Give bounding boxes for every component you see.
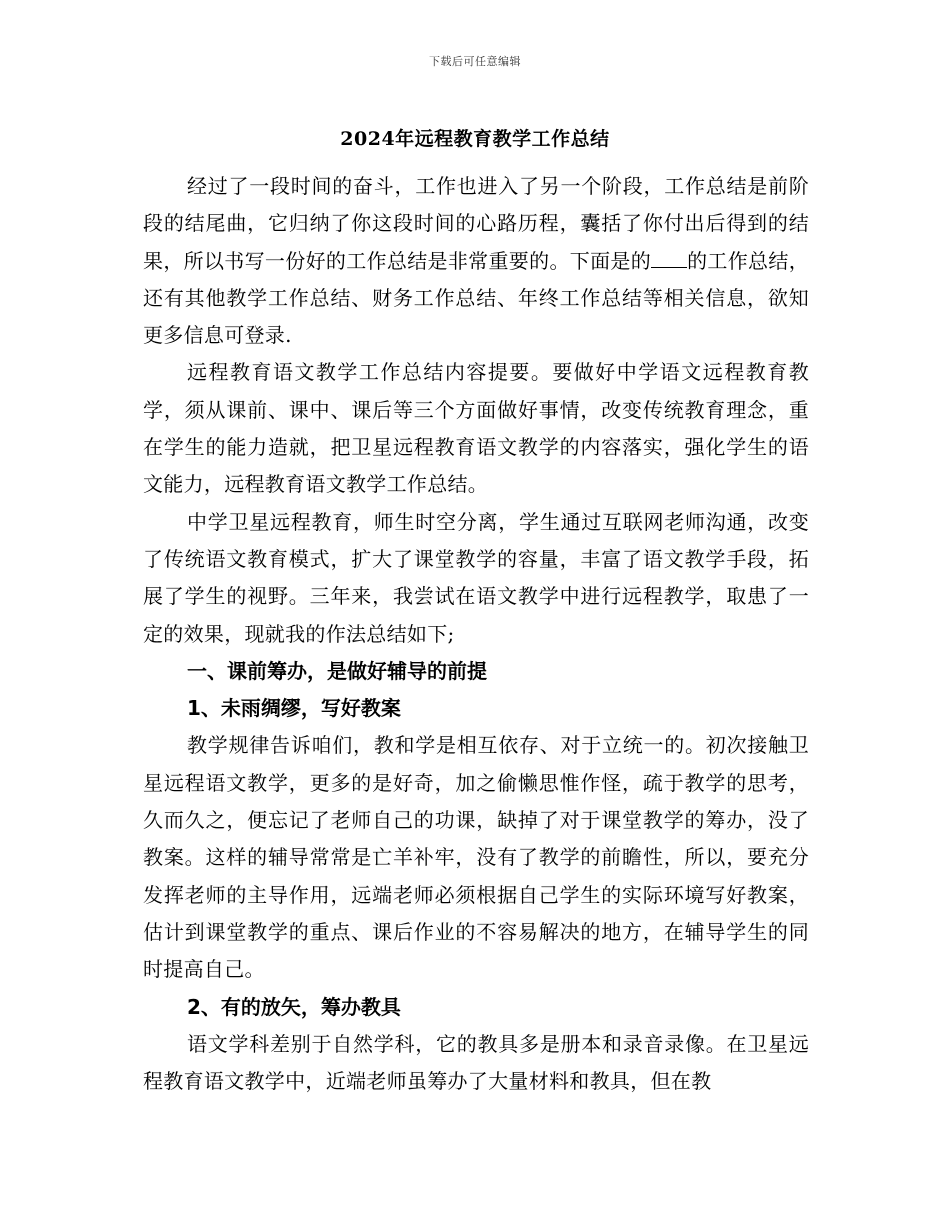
subheading-1: 1、未雨绸缪，写好教案 — [187, 696, 401, 721]
paragraph-3: 中学卫星远程教育，师生时空分离，学生通过互联网老师沟通，改变了传统语文教育模式，扩大了课堂教学的容量，丰富了语文教学手段，拓展了学生的视野。三年来，我尝试在语文教学中进行远程教学，取患了一定的效果，现就我的作法总结如下; — [143, 509, 809, 646]
document-title: 2024年远程教育教学工作总结 — [340, 128, 610, 150]
paragraph-2: 远程教育语文教学工作总结内容提要。要做好中学语文远程教育教学，须从课前、课中、课后等三个方面做好事情，改变传统教育理念，重在学生的能力造就，把卫星远程教育语文教学的内容落实，强化学生的语文能力，远程教育语文教学工作总结。 — [143, 360, 809, 497]
fill-in-blank — [651, 249, 687, 268]
page-header-note: 下载后可任意编辑 — [429, 55, 521, 68]
paragraph-5: 语文学科差别于自然学科，它的教具多是册本和录音录像。在卫星远程教育语文教学中，近端老师虽筹办了大量材料和教具，但在教 — [143, 1031, 809, 1094]
subheading-2: 2、有的放矢，筹办教具 — [187, 994, 401, 1019]
intro-text-part1: 经过了一段时间的奋斗，工作也进入了另一个阶段，工作总结是前阶段的结尾曲，它归纳了你这段时间的心路历程，囊括了你付出后得到的结果，所以书写一份好的工作总结是非常重要的。下面是的 — [143, 174, 809, 273]
section-heading-1: 一、课前筹办，是做好辅导的前提 — [187, 658, 487, 683]
intro-text-part2: 的工作总结，还有其他教学工作总结、财务工作总结、年终工作总结等相关信息，欲知更多信息可登录. — [143, 248, 809, 348]
intro-paragraph — [143, 168, 809, 354]
paragraph-4: 教学规律告诉咱们，教和学是相互依存、对于立统一的。初次接触卫星远程语文教学，更多的是好奇，加之偷懒思惟作怪，疏于教学的思考，久而久之，便忘记了老师自己的功课，缺掉了对于课堂教学的筹办，没了教案。这样的辅导常常是亡羊补牢，没有了教学的前瞻性，所以，要充分发挥老师的主导作用，远端老师必须根据自己学生的实际环境写好教案，估计到课堂教学的重点、课后作业的不容易解决的地方，在辅导学生的同时提高自己。 — [143, 733, 809, 982]
document-body — [143, 168, 809, 1100]
